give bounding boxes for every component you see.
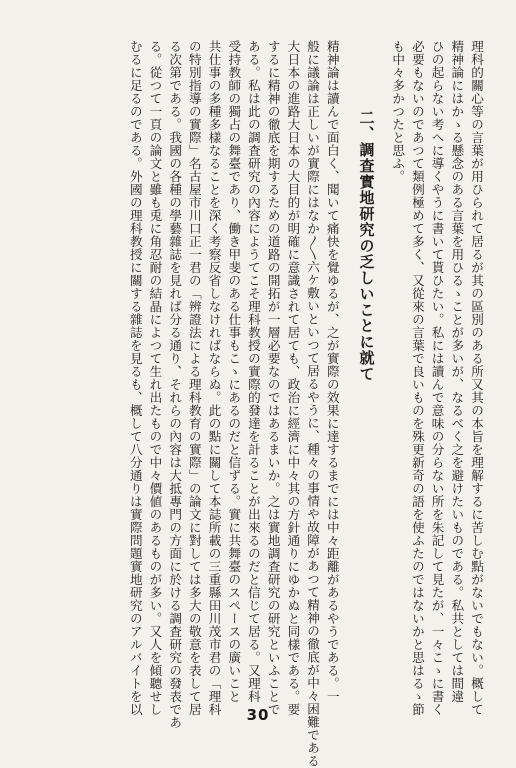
text-line: むるに足るのである。外國の理科教授に關する雜誌を見るも、概して八分通りは實際問題實地研究のアルバイトを以 [127,40,143,716]
text-line: る次第である。我國の各種の學藝雜誌を見れば分る通り、それらの內容は大抵專門の方面に於ける調査研究の發表であ [167,40,183,729]
text-line: 理科的關心等の言葉が用ひられて居るが其の區別のある所又其の本旨を理解するに苦しむ點がないでもない。概して [469,40,484,716]
text-line: ある。私は此の調査研究の內容にようてこそ理科教授の實際的發達を計ることが出來るのだと信じて居る。又理科 [245,40,261,703]
text-line: ひの起らない考へに導くやうに書いて貰ひたい。私には讀んで意味の分らない所を朱記して見たが、一々こゝに書く [429,40,445,716]
text-line: 般に議論は正しいが實際にはなか〳〵六ケ敷いといつて居るやうに、種々の事情や故障があつて精神の徹底が中々困難である [305,40,321,768]
text-line: の特別指導の實際」名古屋市川口正一君の「辨證法による理科教育の實際」の論文に對しては多大の敬意を表して居 [186,40,202,716]
text-line: 必要もないのであつて類例極めて多く、又從來の言葉で良いものを殊更新奇の語を使ふたのではないかと思はるゝ節 [409,40,425,716]
text-line: る。從つて一頁の論文と雖も兎に角忍耐の結晶によつて生れ出たもので中々價値のあるものが多い。又人を傾聽せし [147,40,163,716]
text-line: 精神論にはかゝる懸念のある言葉を用ひるゝことが多いが、なるべく之を避けたいものである。私共としては間違 [449,40,465,703]
text-line: も中々多かつたと思ふ。 [390,40,406,183]
page-number: 30 [246,706,270,724]
text-line: 大日本の進路大日本の大目的が明確に意識されて居ても、政治に經濟に中々其の方針通りにゆかぬと同樣である。要 [285,40,301,716]
text-line: するに精神の徹底を期するための道路の開拓が一層必要なのではあるまいか。之は實地調査研究の研究といふことで [265,40,281,716]
section-heading: 二、調査實地研究の乏しいことに就て [357,110,376,382]
text-line: 共仕事の多種多樣なることを深く考察反省しなければならぬ。此の點に關して本誌所載の三重縣田川茂市君の「理科 [206,40,222,716]
text-line: 精神論は讀んで面白く、聞いて痛快を覺ゆるが、之が實際の效果に達するまでには中々距離があるやうである。一 [324,40,340,703]
text-line: 受持教師の獨占の舞臺であり、働き甲斐のある仕事もこゝにあるのだと信ずる。實に共舞臺のスペースの廣いこと [226,40,242,703]
